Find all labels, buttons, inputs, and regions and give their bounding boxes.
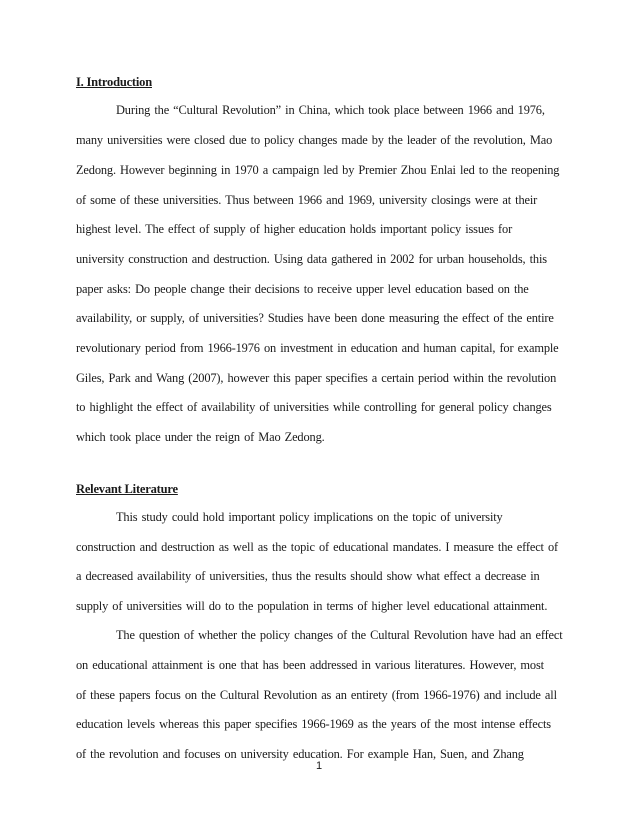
paragraph-line: This study could hold important policy implications on the topic of university	[116, 510, 503, 524]
paragraph-line: paper asks: Do people change their decisions to receive upper level education based on the	[76, 282, 529, 296]
paragraph-line: of the revolution and focuses on university education. For example Han, Suen, and Zhang	[76, 747, 524, 761]
paragraph-line: Giles, Park and Wang (2007), however this paper specifies a certain period within the revolution	[76, 371, 557, 385]
section-heading-relevant-literature: Relevant Literature	[76, 482, 178, 496]
paragraph-line: of some of these universities. Thus between 1966 and 1969, university closings were at their	[76, 193, 538, 207]
paragraph-line: many universities were closed due to policy changes made by the leader of the revolution, Mao	[76, 133, 553, 147]
paragraph-line: construction and destruction as well as the topic of educational mandates. I measure the effect of	[76, 540, 559, 554]
paragraph-line: education levels whereas this paper specifies 1966-1969 as the years of the most intense effects	[76, 717, 551, 731]
section-heading-introduction: I. Introduction	[76, 75, 152, 89]
paragraph-line: highest level. The effect of supply of higher education holds important policy issues for	[76, 222, 513, 236]
paragraph-line: on educational attainment is one that has been addressed in various literatures. However, most	[76, 658, 544, 672]
paragraph-line: revolutionary period from 1966-1976 on investment in education and human capital, for example	[76, 341, 559, 355]
paragraph-line: The question of whether the policy changes of the Cultural Revolution have had an effect	[116, 628, 563, 642]
paragraph-line: a decreased availability of universities, thus the results should show what effect a decrease in	[76, 569, 540, 583]
paragraph-line: university construction and destruction. Using data gathered in 2002 for urban households, this	[76, 252, 547, 266]
paragraph-line: availability, or supply, of universities? Studies have been done measuring the effect of the entire	[76, 311, 554, 325]
page-number: 1	[315, 760, 323, 772]
paragraph-line: which took place under the reign of Mao Zedong.	[76, 430, 325, 444]
paragraph-line: to highlight the effect of availability of universities while controlling for general policy changes	[76, 400, 552, 414]
paragraph-line: Zedong. However beginning in 1970 a campaign led by Premier Zhou Enlai led to the reopening	[76, 163, 560, 177]
paragraph-line: During the “Cultural Revolution” in China, which took place between 1966 and 1976,	[116, 103, 545, 117]
paragraph-line: supply of universities will do to the population in terms of higher level educational attainment.	[76, 599, 548, 613]
paragraph-line: of these papers focus on the Cultural Revolution as an entirety (from 1966-1976) and include all	[76, 688, 557, 702]
